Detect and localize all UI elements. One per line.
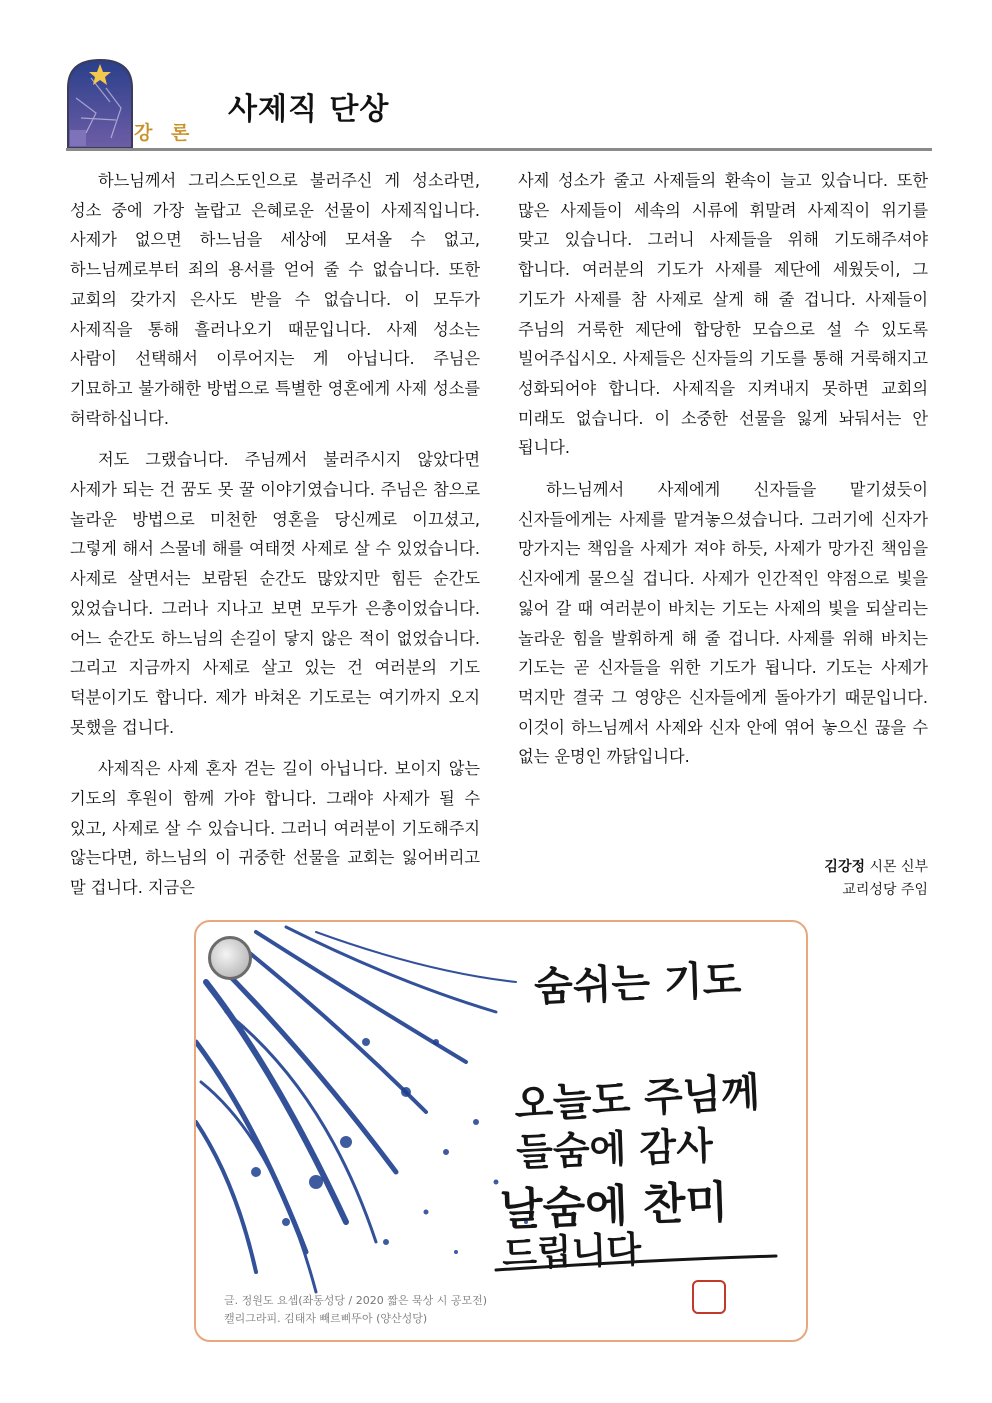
credit-calligraphy: 캘리그라피. 김태자 빼르삐뚜아 (양산성당) [224, 1312, 428, 1325]
page-header [66, 58, 932, 154]
header-divider [66, 148, 932, 151]
calligraphy-line-3: 들숨에 감사 [515, 1122, 714, 1175]
stained-glass-icon [66, 58, 134, 148]
author-name: 김강정 [824, 859, 865, 875]
author-parish: 교리성당 주임 [842, 882, 928, 898]
calligraphy-line-1: 숨쉬는 기도 [533, 956, 743, 1011]
calligraphy-card [194, 920, 808, 1342]
calligraphy-line-2: 오늘도 주님께 [513, 1068, 761, 1129]
logo-ring [208, 936, 252, 980]
calligraphy-line-5: 드립니다 [501, 1228, 642, 1276]
newsletter-logo-icon [208, 936, 292, 980]
paragraph: 사제 성소가 줄고 사제들의 환속이 늘고 있습니다. 또한 많은 사제들이 세속의 시류에 휘말려 사제직이 위기를 맞고 있습니다. 그러니 사제들을 위해 기도해주셔야 합니다. 여러분의 기도가 사제를 제단에 세웠듯이, 그 기도가 사제를 참 사제로 살게 해 줄 겁니다. 사제들이 주님의 거룩한 제단에 합당한 모습으로 설 수 있도록 빌어주십시오. 사제들은 신자들의 기도를 통해 거룩해지고 성화되어야 합니다. 사제직을 지켜내지 못하면 교회의 미래도 없습니다. 이 소중한 선물을 잃게 놔둬서는 안 됩니다. [518, 171, 928, 458]
paragraph: 사제직은 사제 혼자 걷는 길이 아닙니다. 보이지 않는 기도의 후원이 함께 가야 합니다. 그래야 사제가 될 수 있고, 사제로 살 수 있습니다. 그러니 여러분이 기도해주지 않는다면, 하느님의 이 귀중한 선물을 교회는 잃어버리고 말 겁니다. 지금은 [70, 759, 480, 898]
right-column [518, 166, 928, 784]
artist-seal-stamp [692, 1280, 726, 1314]
author-byline [824, 856, 928, 902]
section-tag: 강 론 [134, 122, 196, 144]
calligraphy-line-4: 날숨에 찬미 [499, 1177, 729, 1236]
paragraph: 하느님께서 사제에게 신자들을 맡기셨듯이 신자들에게는 사제를 맡겨놓으셨습니다. 그러기에 신자가 망가지는 책임을 사제가 져야 하듯, 사제가 망가진 책임을 신자에게 물으실 겁니다. 사제가 인간적인 약점으로 빛을 잃어 갈 때 여러분이 바치는 기도는 사제의 빛을 되살리는 놀라운 힘을 발휘하게 해 줄 겁니다. 사제를 위해 바치는 기도는 곧 신자들을 위한 기도가 됩니다. 기도는 사제가 먹지만 결국 그 영양은 신자들에게 돌아가기 때문입니다. 이것이 하느님께서 사제와 신자 안에 엮어 놓으신 끊을 수 없는 운명인 까닭입니다. [518, 480, 928, 767]
author-role: 시몬 신부 [865, 859, 928, 875]
left-column [70, 166, 480, 915]
credit-text: 글. 정원도 요셉(좌동성당 / 2020 짧은 묵상 시 공모전) [224, 1294, 488, 1307]
page-title: 사제직 단상 [228, 92, 390, 127]
card-credits [224, 1292, 487, 1328]
paragraph: 하느님께서 그리스도인으로 불러주신 게 성소라면, 성소 중에 가장 놀랍고 은혜로운 선물이 사제직입니다. 사제가 없으면 하느님을 세상에 모셔올 수 없고, 하느님께로부터 죄의 용서를 얻어 줄 수 없습니다. 또한 교회의 갖가지 은사도 받을 수 없습니다. 이 모두가 사제직을 통해 흘러나오기 때문입니다. 사제 성소는 사람이 선택해서 이루어지는 게 아닙니다. 주님은 기묘하고 불가해한 방법으로 특별한 영혼에게 사제 성소를 허락하십니다. [70, 171, 480, 428]
paragraph: 저도 그랬습니다. 주님께서 불러주시지 않았다면 사제가 되는 건 꿈도 못 꿀 이야기였습니다. 주님은 참으로 놀라운 방법으로 미천한 영혼을 당신께로 이끄셨고, 그렇게 해서 스물네 해를 여태껏 사제로 살 수 있었습니다. 사제로 살면서는 보람된 순간도 많았지만 힘든 순간도 있었습니다. 그러나 지나고 보면 모두가 은총이었습니다. 어느 순간도 하느님의 손길이 닿지 않은 적이 없었습니다. 그리고 지금까지 사제로 살고 있는 건 여러분의 기도 덕분이기도 합니다. 제가 바쳐온 기도로는 여기까지 오지 못했을 겁니다. [70, 450, 480, 737]
